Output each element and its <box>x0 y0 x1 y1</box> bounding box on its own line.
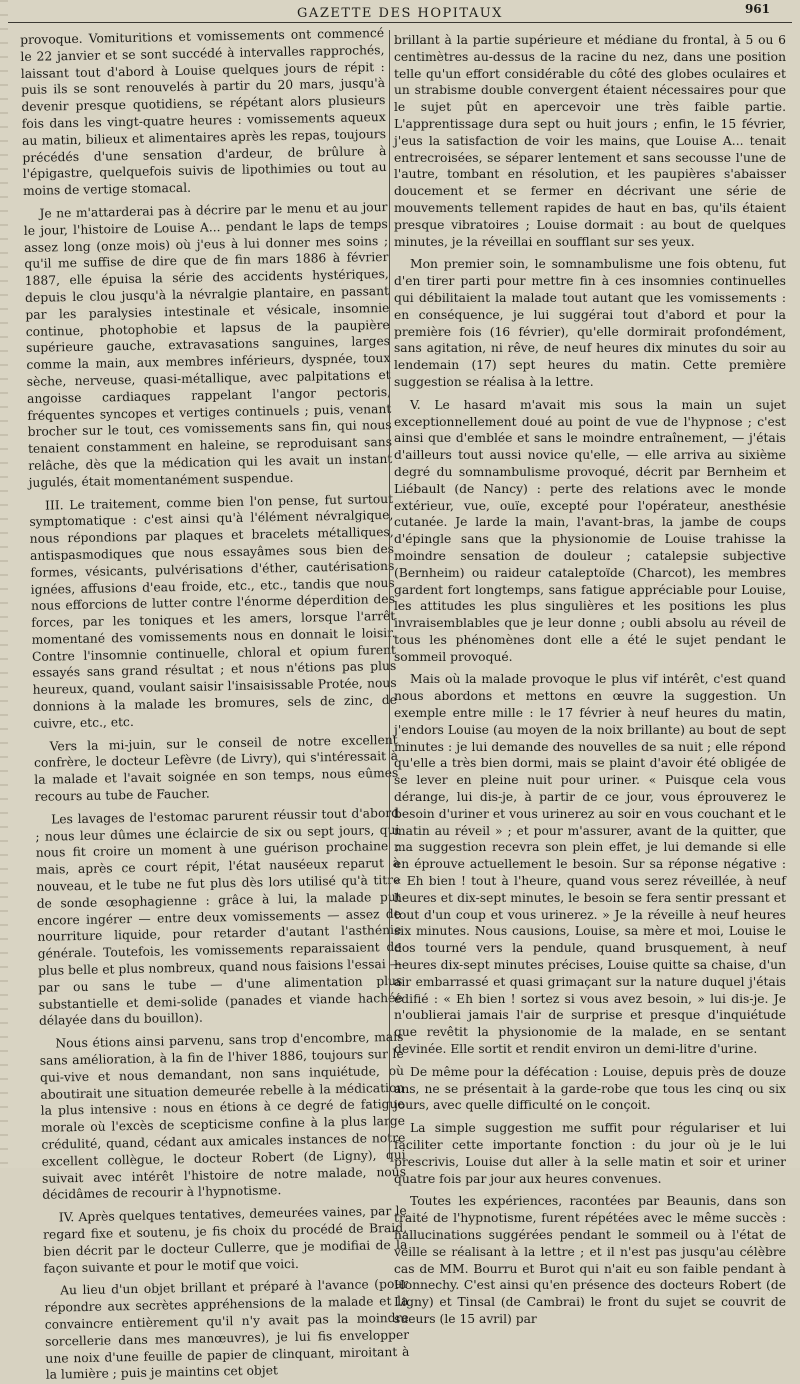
running-title: GAZETTE DES HOPITAUX <box>297 6 503 21</box>
paragraph: La simple suggestion me suffit pour régulariser et lui faciliter cette importante fonction : du jour où je le lui prescrivis, Louise dut aller à la selle matin et soir et uriner quatre fois par jour aux heures convenues. <box>394 1121 786 1186</box>
paragraph: III. Le traitement, comme bien l'on pense, fut surtout symptomatique : c'est ainsi qu'à l'élément névralgique, nous répondions par plaques et bracelets métalliques, antispasmodiques que nous essayâmes sous bien des formes, vésicants, pulvérisations d'éther, cautérisations ignées, affusions d'eau froide, etc., etc., tandis que nous nous efforcions de lutter contre l'énorme déperdition des forces, par les toniques et les amers, lorsque l'arrêt momentané des vomissements nous en donnait le loisir. Contre l'insomnie continuelle, chloral et opium furent essayés sans grand résultat ; et nous n'étions pas plus heureux, quand, voulant saisir l'insaisissable Protée, nous donnions à la malade les bromures, sels de zinc, de cuivre, etc., etc. <box>29 491 398 731</box>
paragraph: Vers la mi-juin, sur le conseil de notre excellent confrère, le docteur Lefèvre (de Livry), qui s'intéressait à la malade et l'avait soignée en son temps, nous eûmes recours au tube de Faucher. <box>33 732 399 804</box>
paragraph: De même pour la défécation : Louise, depuis près de douze ans, ne se présentait à la garde-robe que tous les cinq ou six jours, avec quelle difficulté on le conçoit. <box>394 1064 786 1113</box>
binding-edge <box>0 0 8 1168</box>
paragraph: IV. Après quelques tentatives, demeurées vaines, par le regard fixe et soutenu, je fis choix du procédé de Braid, bien décrit par le docteur Cullerre, que je modifiai de la façon suivante et pour le motif que voici. <box>42 1203 408 1276</box>
right-column <box>394 32 786 1326</box>
header-rule <box>8 22 792 23</box>
paragraph: brillant à la partie supérieure et médiane du frontal, à 5 ou 6 centimètres au-dessus de la racine du nez, dans une position telle qu'un effort considérable du côté des globes oculaires et un strabisme double convergent étaient nécessaires pour que le sujet pût en apercevoir une très faible partie. L'apprentissage dura sept ou huit jours ; enfin, le 15 février, j'eus la satisfaction de voir les mains, que Louise A... tenait entrecroisées, se séparer lentement et sans secousse l'une de l'autre, tombant en résolution, et les paupières s'abaisser doucement et se fermer en décrivant une série de mouvements tellement rapides de haut en bas, qu'ils étaient presque vibratoires ; Louise dormait : au bout de quelques minutes, je la réveillai en soufflant sur ses yeux. <box>394 33 786 249</box>
paragraph: Je ne m'attarderai pas à décrire par le menu et au jour le jour, l'histoire de Louise A... pendant le laps de temps assez long (onze mois) où j'eus à lui donner mes soins ; qu'il me suffise de dire que de fin mars 1886 à février 1887, elle épuisa la série des accidents hystériques, depuis le clou jusqu'à la névralgie plantaire, en passant par les paralysies intestinale et vésicale, insomnie continue, photophobie et lapsus de la paupière supérieure gauche, extravasations sanguines, larges comme la main, aux membres inférieurs, dyspnée, toux sèche, nerveuse, quasi-métallique, avec palpitations et angoisse cardiaques rappelant l'angor pectoris, fréquentes syncopes et vertiges continuels ; puis, venant brocher sur le tout, ces vomissements sans fin, qui nous tenaient constamment en haleine, se reproduisant sans relâche, dès que la médication qui les avait un instant jugulés, était momentanément suspendue. <box>23 199 393 490</box>
paragraph: provoque. Vomituritions et vomissements ont commencé le 22 janvier et se sont succédé à intervalles rapprochés, laissant tout d'abord à Louise quelques jours de répit : puis ils se sont renouvelés à partir du 20 mars, jusqu'à devenir presque quotidiens, se répétant alors plusieurs fois dans les vingt-quatre heures : vomissements aqueux au matin, bilieux et alimentaires après les repas, toujours précédés d'une sensation d'ardeur, de brûlure à l'épigastre, quelquefois suivis de lipothimies ou tout au moins de vertige stomacal. <box>20 26 387 199</box>
page-number: 961 <box>744 2 770 16</box>
paragraph: V. Le hasard m'avait mis sous la main un sujet exceptionnellement doué au point de vue de l'hypnose ; c'est ainsi que d'emblée et sans le moindre entraînement, — j'étais d'ailleurs tout aussi novice qu'elle, — elle arriva au sixième degré du somnambulisme provoqué, décrit par Bernheim et Liébault (de Nancy) : perte des relations avec le monde extérieur, vue, ouïe, excepté pour l'opérateur, anesthésie cutanée. Je larde la main, l'avant-bras, la jambe de coups d'épingle sans que la physionomie de Louise trahisse la moindre sensation de douleur ; catalepsie subjective (Bernheim) ou raideur cataleptoïde (Charcot), les membres gardent fort longtemps, sans fatigue appréciable pour Louise, les attitudes les plus singulières et les positions les plus invraisemblables que je leur donne ; oubli absolu au réveil de tous les phénomènes dont elle a été le sujet pendant le sommeil provoqué. <box>394 397 786 664</box>
page-header <box>0 2 800 24</box>
paragraph: Mais où la malade provoque le plus vif intérêt, c'est quand nous abordons et mettons en œuvre la suggestion. Un exemple entre mille : le 17 février à neuf heures du matin, j'endors Louise (au moyen de la noix brillante) au bout de sept minutes : je lui demande des nouvelles de sa nuit ; elle répond qu'elle a très bien dormi, mais se plaint d'avoir été obligée de se lever en pleine nuit pour uriner. « Puisque cela vous dérange, lui dis-je, à partir de ce jour, vous éprouverez le besoin d'uriner et vous urinerez au soir en vous couchant et le matin au réveil » ; et pour m'assurer, avant de la quitter, que ma suggestion recevra son plein effet, je lui demande si elle en éprouve actuellement le besoin. Sur sa réponse négative : « Eh bien ! tout à l'heure, quand vous serez réveillée, à neuf heures et dix-sept minutes, le besoin se fera sentir pressant et tout d'un coup et vous urinerez. » Je la réveille à neuf heures six minutes. Nous causions, Louise, sa mère et moi, Louise le dos tourné vers la pendule, quand brusquement, à neuf heures dix-sept minutes précises, Louise quitte sa chaise, d'un air embarrassé et quasi grimaçant sur la nature duquel j'étais édifié : « Eh bien ! sortez si vous avez besoin, » lui dis-je. Je n'oublierai jamais l'air de surprise et presque d'inquiétude que revêtit la physionomie de la malade, en se sentant devinée. Elle sortit et rendit environ un demi-litre d'urine. <box>394 672 786 1057</box>
paragraph: Nous étions ainsi parvenu, sans trop d'encombre, mais sans amélioration, à la fin de l'hiver 1886, toujours sur le qui-vive et nous demandant, non sans inquiétude, où aboutirait une situation demeurée rebelle à la médication la plus intensive : nous en étions à ce degré de fatigue morale où l'excès de scepticisme confine à la plus large crédulité, quand, cédant aux amicales instances de notre excellent collègue, le docteur Robert (de Ligny), qui suivait avec intérêt l'histoire de notre malade, nous décidâmes de recourir à l'hypnotisme. <box>39 1030 407 1203</box>
paragraph: Mon premier soin, le somnambulisme une fois obtenu, fut d'en tirer parti pour mettre fin à ces insomnies continuelles qui débilitaient la malade tout autant que les vomissements : en conséquence, je lui suggérai tout d'abord et pour la première fois (16 février), qu'elle dormirait profondément, sans agitation, ni rêve, de neuf heures dix minutes du soir au lendemain (17) sept heures du matin. Cette première suggestion se réalisa à la lettre. <box>394 257 786 389</box>
paragraph: Au lieu d'un objet brillant et préparé à l'avance (pour répondre aux secrètes appréhensions de la malade et la convaincre entièrement qu'il n'y avait pas la moindre sorcellerie dans mes manœuvres), je lui fis envelopper une noix d'une feuille de papier de clinquant, miroitant à la lumière ; puis je maintins cet objet <box>44 1277 410 1383</box>
column-divider <box>389 30 390 1158</box>
paragraph: Toutes les expériences, racontées par Beaunis, dans son traité de l'hypnotisme, furent répétées avec le même succès : hallucinations suggérées pendant le sommeil ou à l'état de veille se réalisant à la lettre ; et il n'est pas jusqu'au célèbre cas de MM. Bourru et Burot qui n'ait eu son faible pendant à Honnechy. C'est ainsi qu'en présence des docteurs Robert (de Ligny) et Tinsal (de Cambrai) le front du sujet se couvrit de sueurs (le 15 avril) par <box>394 1194 786 1326</box>
left-column <box>20 25 410 1383</box>
paragraph: Les lavages de l'estomac parurent réussir tout d'abord ; nous leur dûmes une éclaircie de six ou sept jours, qui nous fit croire un moment à une guérison prochaine ; mais, après ce court répit, l'état nauséeux reparut à nouveau, et le tube ne fut plus dès lors utilisé qu'à titre de sonde œsophagienne : grâce à lui, la malade put encore ingérer — entre deux vomissements — assez de nourriture liquide, pour retarder d'autant l'asthénie générale. Toutefois, les vomissements reparaissaient de plus belle et plus nombreux, quand nous faisions l'essai — par ou sans le tube — d'une alimentation plus substantielle et demi-solide (panades et viande hachée délayée dans du bouillon). <box>35 805 403 1029</box>
